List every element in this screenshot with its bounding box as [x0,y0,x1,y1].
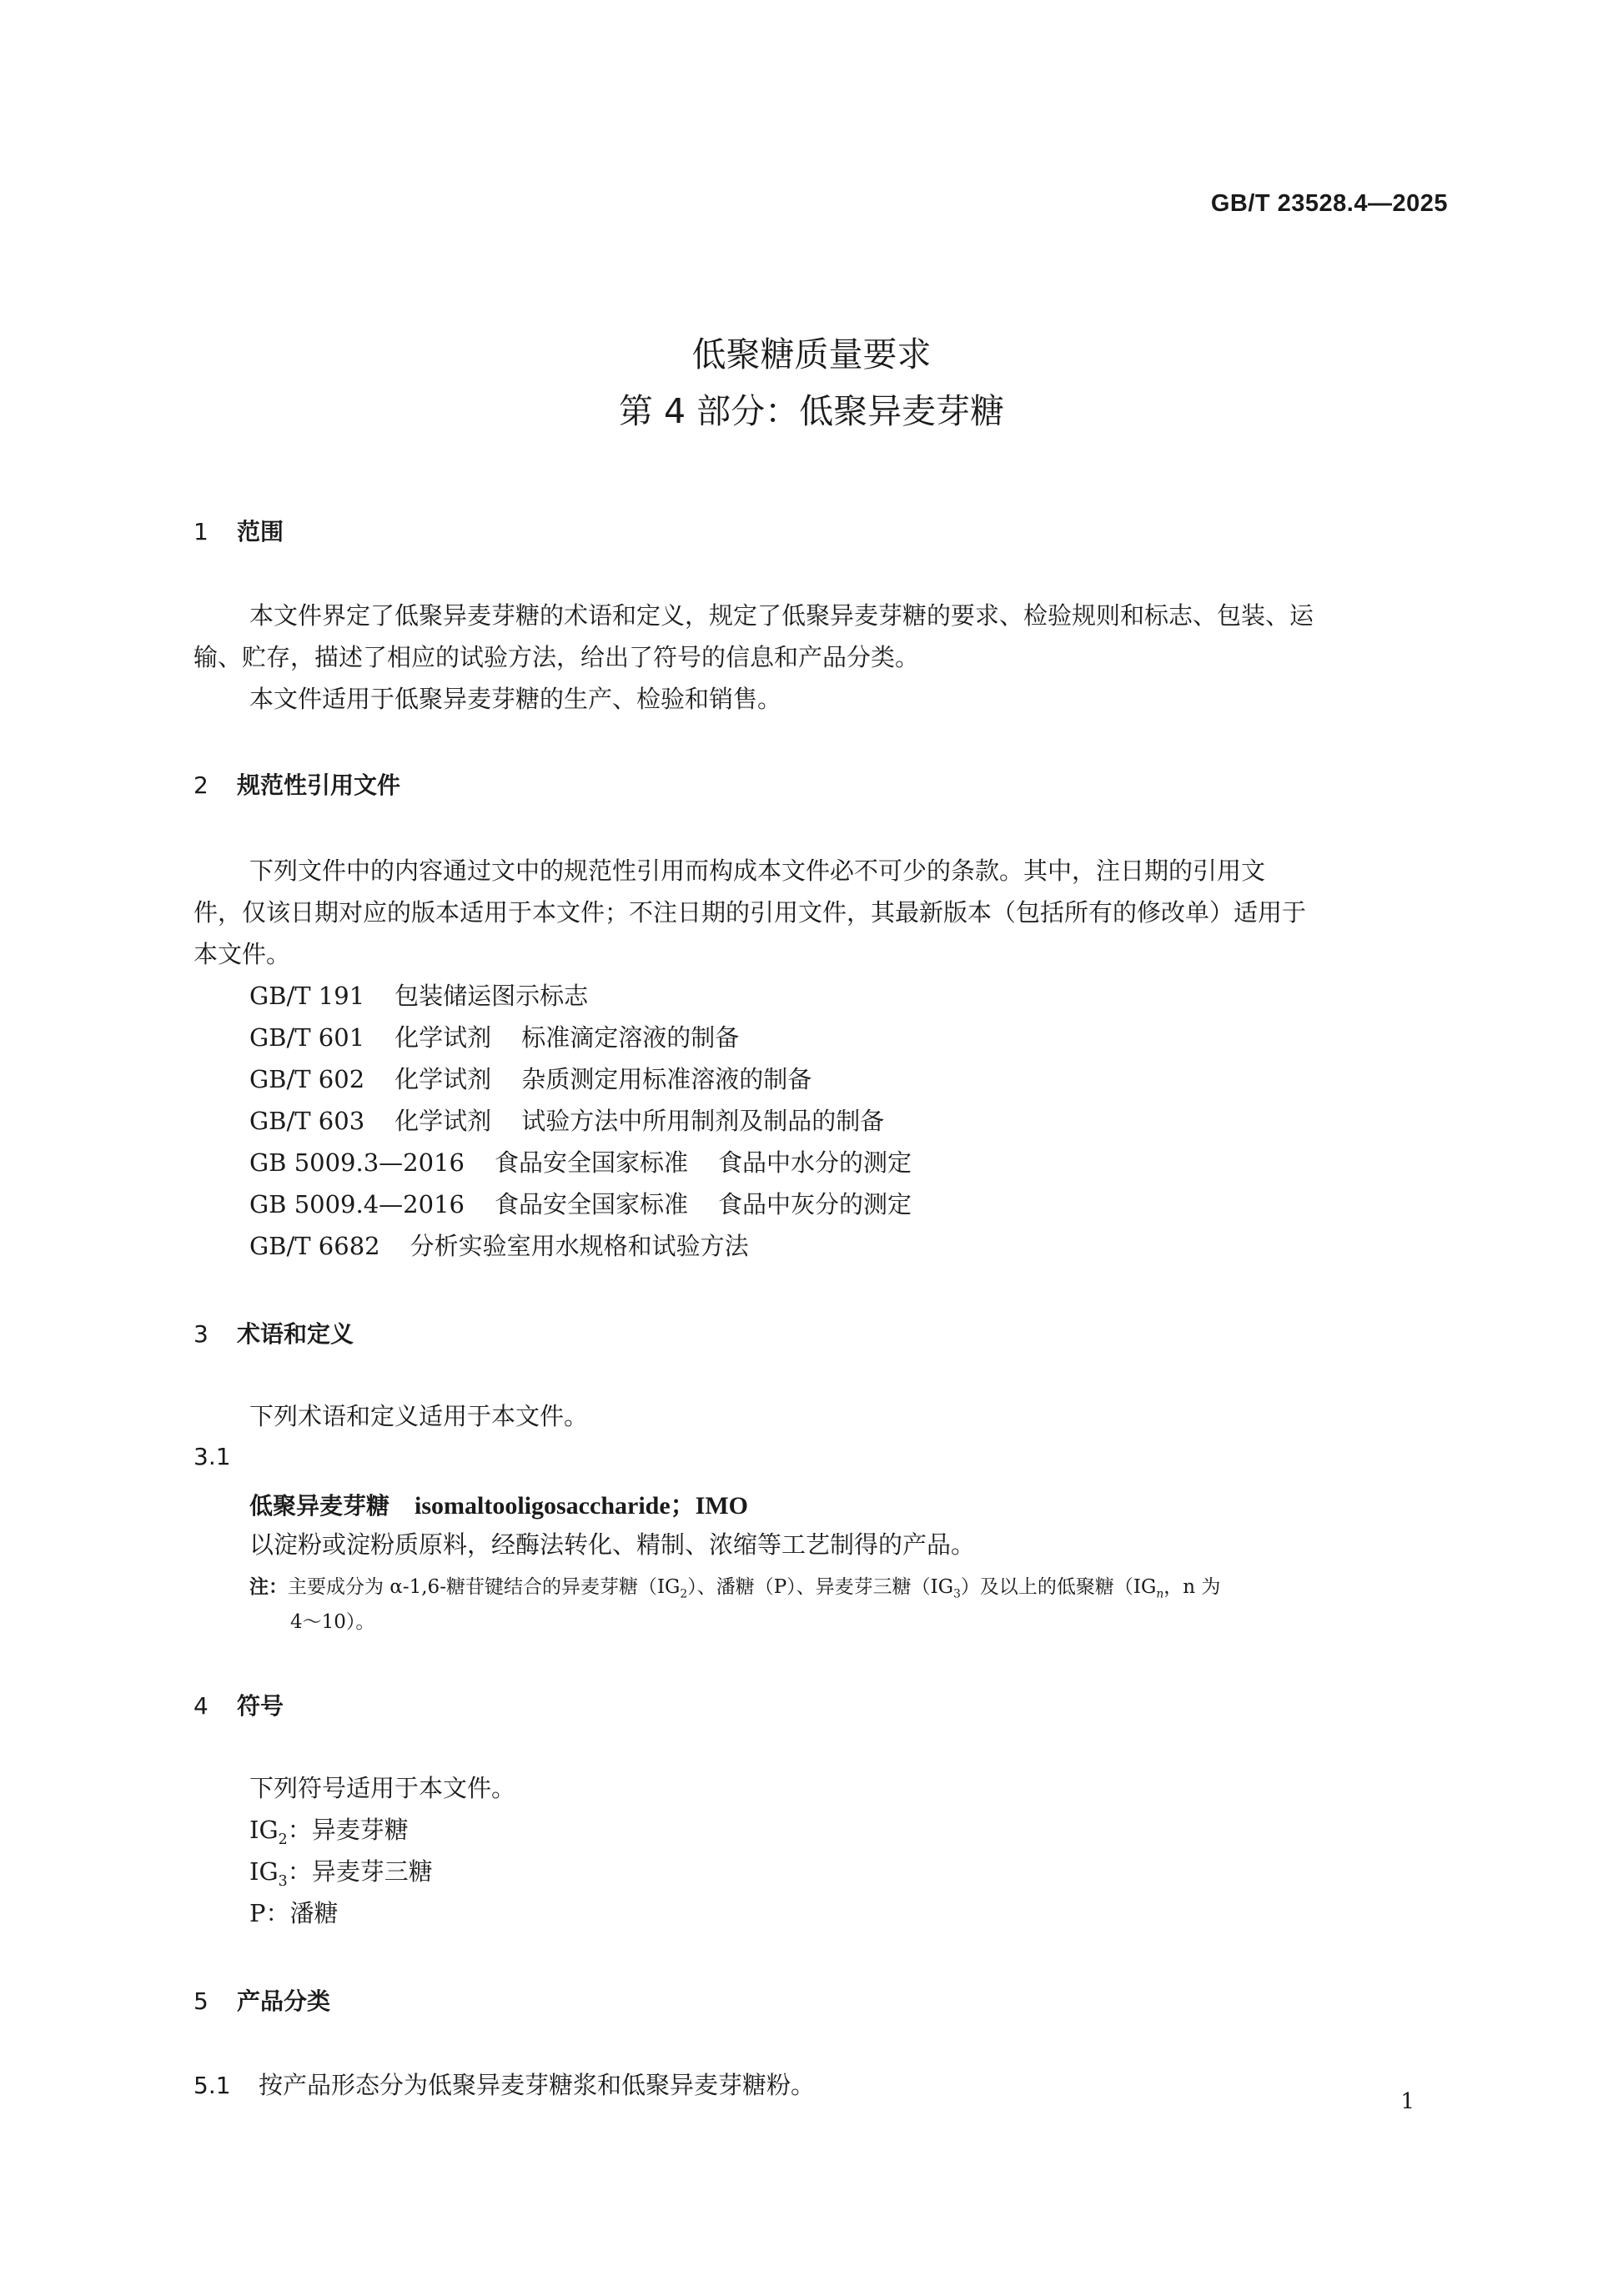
term-note-line-2: 4～10）。 [290,1611,375,1633]
document-title-line1: 低聚糖质量要求 [691,334,932,374]
reference-item [249,1103,884,1137]
section-number: 1 [193,518,209,545]
symbol-code: IG [249,1857,279,1886]
s1-paragraph-1-line-2: 输、贮存，描述了相应的试验方法，给出了符号的信息和产品分类。 [193,643,920,671]
term-number: 3.1 [193,1443,231,1470]
section-2-heading [193,767,400,801]
reference-code: GB/T 191 [249,982,365,1010]
section-title: 术语和定义 [237,1320,354,1348]
subscript: 2 [680,1587,688,1601]
symbol-item [249,1811,409,1848]
standard-number: GB/T 23528.4—2025 [1210,190,1448,217]
reference-code: GB 5009.3—2016 [249,1148,465,1177]
section-1-heading [193,514,284,547]
s2-paragraph-line-3: 本文件。 [193,940,291,968]
term-heading [249,1485,748,1521]
term-chinese: 低聚异麦芽糖 [249,1492,390,1520]
s4-paragraph: 下列符号适用于本文件。 [249,1774,516,1802]
note-label: 注： [249,1576,288,1598]
subclause-5-1 [193,2067,815,2101]
reference-subtitle: 标准滴定溶液的制备 [521,1023,740,1052]
reference-code: GB 5009.4—2016 [249,1190,465,1218]
section-3-heading [193,1316,354,1349]
reference-subtitle: 食品中水分的测定 [718,1148,912,1177]
section-5-heading [193,1983,330,2017]
document-title-line2: 第 4 部分：低聚异麦芽糖 [618,391,1005,431]
reference-item [249,1061,812,1095]
symbol-meaning: ：异麦芽糖 [287,1816,409,1844]
subscript: 2 [278,1831,288,1848]
section-number: 2 [193,771,209,799]
subscript: 3 [278,1872,288,1890]
symbol-meaning: ：异麦芽三糖 [287,1857,433,1886]
reference-title: 食品安全国家标准 [494,1148,688,1177]
reference-subtitle: 食品中灰分的测定 [718,1190,912,1218]
section-title: 规范性引用文件 [237,771,401,799]
subclause-text: 按产品形态分为低聚异麦芽糖浆和低聚异麦芽糖粉。 [259,2071,816,2099]
reference-title: 化学试剂 [394,1023,492,1052]
reference-code: GB/T 6682 [249,1232,380,1260]
subscript: 3 [953,1587,961,1601]
s2-paragraph-line-1: 下列文件中的内容通过文中的规范性引用而构成本文件必不可少的条款。其中，注日期的引用文 [249,857,1266,885]
reference-code: GB/T 602 [249,1065,365,1093]
reference-code: GB/T 601 [249,1023,365,1052]
section-title: 范围 [237,518,284,545]
reference-title: 化学试剂 [394,1107,492,1135]
note-text: 主要成分为 α-1,6-糖苷键结合的异麦芽糖（IG [288,1576,681,1598]
term-english: isomaltooligosaccharide；IMO [415,1492,748,1520]
s2-paragraph-line-2: 件，仅该日期对应的版本适用于本文件；不注日期的引用文件，其最新版本（包括所有的修改单）适用于 [193,898,1307,927]
section-number: 4 [193,1692,209,1720]
reference-subtitle: 杂质测定用标准溶液的制备 [521,1065,812,1093]
section-number: 3 [193,1320,209,1348]
reference-item [249,977,588,1012]
section-title: 产品分类 [237,1987,331,2015]
reference-title: 食品安全国家标准 [494,1190,688,1218]
term-note-line-1 [249,1571,1220,1601]
page-number: 1 [1400,2089,1414,2114]
reference-subtitle: 试验方法中所用制剂及制品的制备 [521,1107,885,1135]
reference-item [249,1144,912,1178]
reference-item [249,1019,739,1053]
section-title: 符号 [237,1692,284,1720]
section-4-heading [193,1688,284,1721]
reference-title: 包装储运图示标志 [394,982,589,1010]
s1-paragraph-2: 本文件适用于低聚异麦芽糖的生产、检验和销售。 [249,685,782,713]
reference-item [249,1186,912,1220]
subscript: n [1156,1587,1164,1601]
s3-paragraph: 下列术语和定义适用于本文件。 [249,1402,589,1430]
note-text: ，n 为 [1163,1576,1221,1598]
subclause-number: 5.1 [193,2072,231,2099]
section-number: 5 [193,1987,209,2015]
reference-title: 分析实验室用水规格和试验方法 [410,1232,749,1260]
symbol-item: P：潘糖 [249,1899,339,1927]
s1-paragraph-1-line-1: 本文件界定了低聚异麦芽糖的术语和定义，规定了低聚异麦芽糖的要求、检验规则和标志、包装、运 [249,601,1314,630]
symbol-item [249,1853,433,1890]
symbol-code: IG [249,1816,279,1844]
term-definition: 以淀粉或淀粉质原料，经酶法转化、精制、浓缩等工艺制得的产品。 [249,1530,976,1559]
note-text: ）、潘糖（P）、异麦芽三糖（IG [687,1576,954,1598]
reference-code: GB/T 603 [249,1107,365,1135]
note-text: ）及以上的低聚糖（IG [960,1576,1157,1598]
reference-title: 化学试剂 [394,1065,492,1093]
reference-item [249,1228,749,1262]
